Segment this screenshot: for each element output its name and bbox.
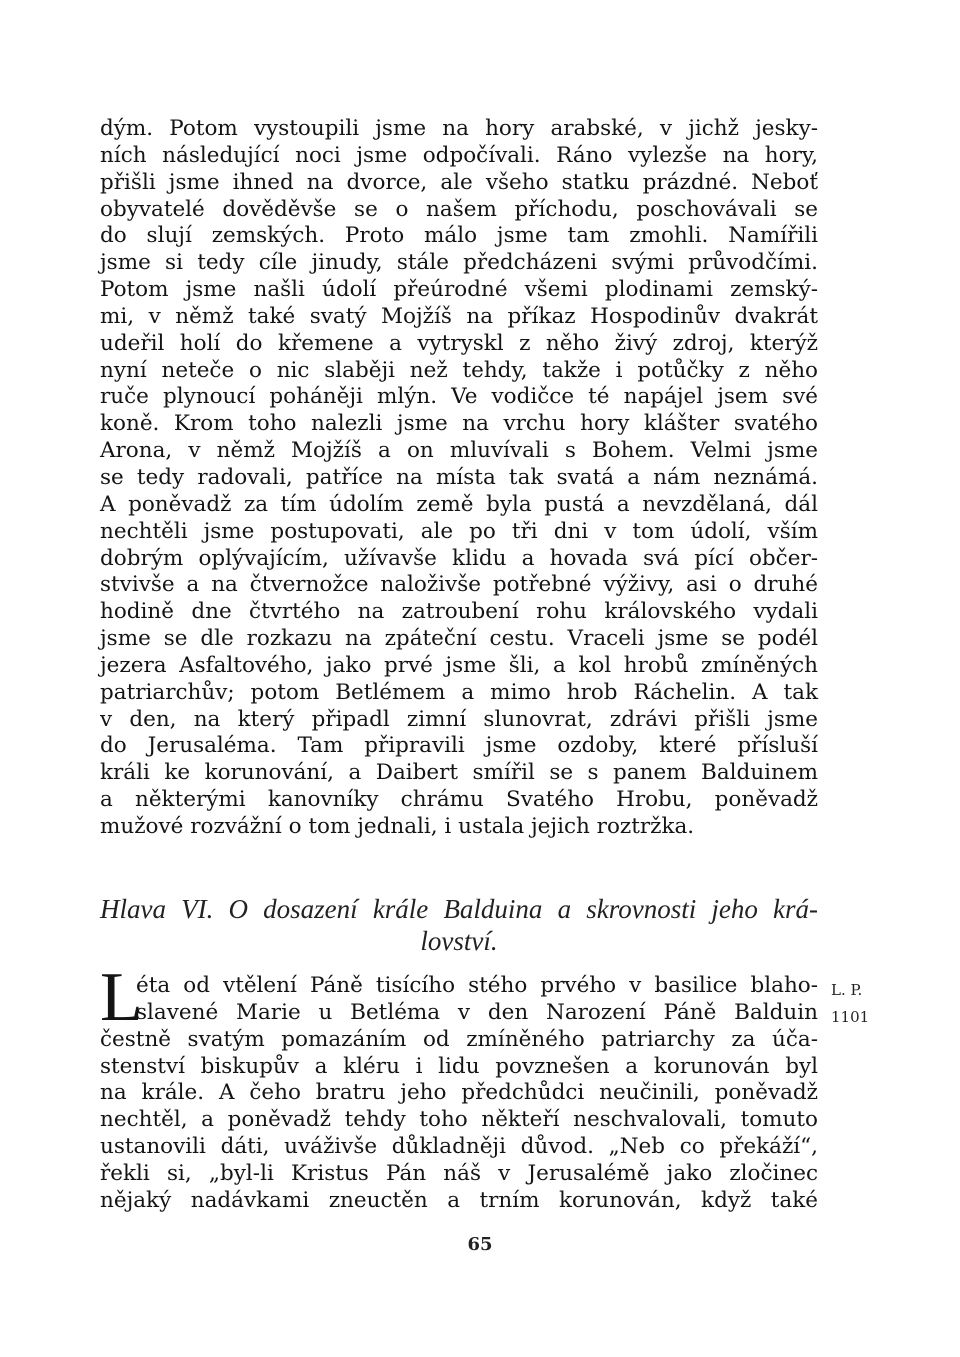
text-line: ních následující noci jsme odpočívali. Ráno vylezše na hory, — [100, 142, 818, 168]
text-line: dobrým oplývajícím, užívavše klidu a hovada svá pící občer- — [100, 545, 818, 571]
text-line: Arona, v němž Mojžíš a on mluvívali s Bohem. Velmi jsme — [100, 438, 818, 464]
text-line: obyvatelé dověděvše se o našem příchodu, poschovávali se — [100, 196, 818, 222]
text-line: se tedy radovali, patříce na místa tak svatá a nám neznámá. — [100, 464, 818, 490]
text-line: éta od vtělení Páně tisícího stého prvého v basilice blaho- — [136, 973, 818, 998]
text-line: dým. Potom vystoupili jsme na hory arabské, v jichž jesky- — [100, 116, 818, 141]
page-number: 65 — [467, 1234, 493, 1255]
text-line: patriarchův; potom Betlémem a mimo hrob Ráchelin. A tak — [100, 679, 818, 705]
drop-cap: L — [100, 959, 143, 1036]
text-line: nechtěli jsme postupovati, ale po tři dni v tom údolí, vším — [100, 518, 818, 544]
text-line: A poněvadž za tím údolím země byla pustá a nevzdělaná, dál — [100, 491, 818, 517]
chapter-heading-line-1: Hlava VI. O dosazení krále Balduina a skrovnosti jeho krá- — [100, 894, 818, 924]
text-line: stenství biskupův a kléru i lidu povznešen a korunován byl — [100, 1053, 818, 1079]
text-line: na krále. A čeho bratru jeho předchůdci neučinili, poněvadž — [100, 1080, 818, 1106]
text-line: ustanovili dáti, uváživše důkladněji důvod. „Neb co překáží“, — [100, 1134, 818, 1160]
text-line: nějaký nadávkami zneuctěn a trním korunován, když také — [100, 1187, 818, 1213]
text-line: a některými kanovníky chrámu Svatého Hrobu, poněvadž — [100, 787, 818, 813]
text-line: stvivše a na čtvernožce naloživše potřebné výživy, asi o druhé — [100, 572, 818, 598]
margin-note-year: 1101 — [831, 1008, 870, 1026]
text-line: do Jerusaléma. Tam připravili jsme ozdoby, které přísluší — [100, 733, 818, 759]
chapter-heading-line-2: lovství. — [420, 926, 498, 956]
text-line: jsme si tedy cíle jinudy, stále předcházeni svými průvodčími. — [100, 250, 818, 276]
text-line: ruče plynoucí poháněji mlýn. Ve vodičce té napájel jsem své — [100, 384, 818, 410]
margin-note — [831, 977, 869, 1031]
text-line: koně. Krom toho nalezli jsme na vrchu hory klášter svatého — [100, 411, 818, 437]
chapter-heading — [100, 893, 818, 957]
text-line: mužové rozvážní o tom jednali, i ustala jejich roztržka. — [100, 813, 695, 839]
text-line: čestně svatým pomazáním od zmíněného patriarchy za úča- — [100, 1026, 818, 1052]
text-line: v den, na který připadl zimní slunovrat, zdrávi přišli jsme — [100, 706, 818, 732]
text-line: králi ke korunování, a Daibert smířil se s panem Balduinem — [100, 760, 818, 786]
text-line: nechtěl, a poněvadž tehdy toho někteří neschvalovali, tomuto — [100, 1107, 818, 1133]
margin-note-label: L. P. — [831, 981, 863, 999]
text-line: mi, v němž také svatý Mojžíš na příkaz Hospodinův dvakrát — [100, 303, 818, 329]
text-line: řekli si, „byl-li Kristus Pán náš v Jerusalémě jako zločinec — [100, 1160, 818, 1186]
main-text-block — [100, 116, 818, 841]
text-line: do slují zemských. Proto málo jsme tam zmohli. Namířili — [100, 223, 818, 249]
text-line: udeřil holí do křemene a vytryskl z něho živý zdroj, kterýž — [100, 330, 818, 356]
text-line: slavené Marie u Betléma v den Narození Páně Balduin — [136, 999, 818, 1025]
text-line: přišli jsme ihned na dvorce, ale všeho statku prázdné. Neboť — [100, 169, 818, 195]
text-line: Potom jsme našli údolí přeúrodné všemi plodinami zemský- — [100, 277, 818, 303]
chapter-text-block — [100, 973, 818, 1215]
text-line: jsme se dle rozkazu na zpáteční cestu. Vraceli jsme se podél — [100, 626, 818, 652]
text-line: jezera Asfaltového, jako prvé jsme šli, a kol hrobů zmíněných — [100, 652, 818, 678]
text-line: hodině dne čtvrtého na zatroubení rohu královského vydali — [100, 599, 818, 625]
text-line: nyní neteče o nic slaběji než tehdy, takže i potůčky z něho — [100, 357, 818, 383]
